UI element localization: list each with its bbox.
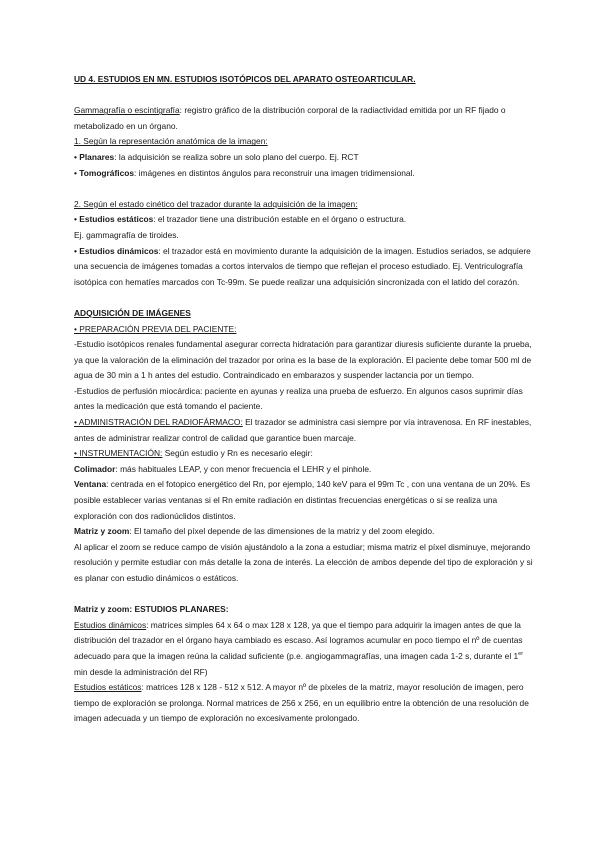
colimador-text: : más habituales LEAP, y con menor frecuencia el LEHR y el pinhole. xyxy=(115,463,372,474)
ventana-text: : centrada en el fotopico energético del Rn, por ejemplo, 140 keV para el 99m Tc , con una ventana de un 20%. Es posible establecer varias ventanas si el Rn emite radiación en distintas frecuencias energéticas o si se realiza una exploración con dos radionúclidos distintos. xyxy=(74,479,531,521)
estaticos-text: : el trazador tiene una distribución estable en el órgano o estructura. xyxy=(153,214,407,225)
document-page xyxy=(74,72,534,727)
administracion-heading: • ADMINISTRACIÓN DEL RADIOFÁRMACO: xyxy=(74,417,243,428)
bullet-icon: • xyxy=(74,214,77,225)
tomograficos-item xyxy=(74,166,534,182)
planares-estaticos-label: Estudios estáticos xyxy=(74,682,142,693)
planares-label: Planares xyxy=(79,151,115,162)
dinamicos-text: : el trazador está en movimiento durante la adquisición de la imagen. Estudios seriados, se adquiere una secuencia de imágenes tomadas a cortos intervalos de tiempo que reflejan el proceso estudiado. Ej. Ventriculografía isotópica con hematíes marcados con Tc-99m. Se puede realizar una adquisición sincronizada con el latido del corazón. xyxy=(74,245,531,287)
adquisicion-heading: ADQUISICIÓN DE IMÁGENES xyxy=(74,307,191,318)
planares-dinamicos-paragraph xyxy=(74,618,534,680)
bullet-icon: • xyxy=(74,167,77,178)
preparacion-perfusion: -Estudios de perfusión miocárdica: paciente en ayunas y realiza una prueba de esfuerzo. En algunos casos suprimir días antes la medicación que está tomando el paciente. xyxy=(74,385,523,412)
ventana-paragraph xyxy=(74,477,534,524)
intro-term: Gammagrafía o escintigrafía xyxy=(74,105,180,116)
tomograficos-text: : imágenes en distintos ángulos para reconstruir una imagen tridimensional. xyxy=(134,167,415,178)
matriz-label: Matriz y zoom xyxy=(74,526,130,537)
intro-paragraph xyxy=(74,103,534,134)
ventana-label: Ventana xyxy=(74,479,107,490)
matriz-text: : El tamaño del píxel depende de las dimensiones de la matriz y del zoom elegido. xyxy=(129,526,435,537)
section2-heading: 2. Según el estado cinético del trazador durante la adquisición de la imagen: xyxy=(74,198,358,209)
administracion-paragraph xyxy=(74,415,534,446)
planares-item xyxy=(74,150,534,166)
planares-heading: Matriz y zoom: ESTUDIOS PLANARES: xyxy=(74,604,229,615)
section1-heading: 1. Según la representación anatómica de la imagen: xyxy=(74,136,268,147)
planares-estaticos-paragraph xyxy=(74,680,534,727)
planares-text: : la adquisición se realiza sobre un solo plano del cuerpo. Ej. RCT xyxy=(114,151,359,162)
intro-definition: : registro gráfico de la distribución corporal de la radiactividad emitida por un RF fijado o metabolizado en un órgano. xyxy=(74,105,506,131)
planares-dinamicos-text: : matrices simples 64 x 64 o max 128 x 128, ya que el tiempo para adquirir la imagen antes de que la distribución del trazador en el órgano haya cambiado es escaso. Así logramos acumular en poco tiempo el nº de cuentas adecuado para que la imagen reúna la calidad suficiente (p.e. angiogammagrafías, una imagen cada 1-2 s, durante el 1 xyxy=(74,619,523,661)
preparacion-heading: • PREPARACIÓN PREVIA DEL PACIENTE: xyxy=(74,323,237,334)
planares-dinamicos-text-end: min desde la administración del RF) xyxy=(74,666,208,677)
preparacion-renal: -Estudio isotópicos renales fundamental asegurar correcta hidratación para garantizar diuresis suficiente durante la prueba, ya que la valoración de la eliminación del trazador por orina es la base de la exploración. El paciente debe tomar 500 ml de agua de 30 min a 1 h antes del estudio. Contraindicado en embarazos y suspender lactancia por un tiempo. xyxy=(74,339,532,381)
dinamicos-item xyxy=(74,244,534,291)
administracion-text: El trazador se administra casi siempre por vía intravenosa. En RF inestables, antes de administrar realizar control de calidad que garantice buen marcaje. xyxy=(74,417,532,443)
dinamicos-label: Estudios dinámicos xyxy=(79,245,159,256)
instrumentacion-text: Según estudio y Rn es necesario elegir: xyxy=(162,448,313,459)
estaticos-example: Ej. gammagrafía de tiroides. xyxy=(74,229,179,240)
estaticos-item xyxy=(74,212,534,228)
superscript-er: er xyxy=(518,651,524,658)
instrumentacion-paragraph xyxy=(74,446,534,462)
planares-estaticos-text: : matrices 128 x 128 - 512 x 512. A mayor nº de píxeles de la matriz, mayor resolución de imagen, pero tiempo de exploración se prolonga. Normal matrices de 256 x 256, en un equilibrio entre la obtención de una resolución de imagen adecuada y un tiempo de exploración no excesivamente prolongado. xyxy=(74,682,529,724)
bullet-icon: • xyxy=(74,151,77,162)
colimador-paragraph xyxy=(74,462,534,478)
bullet-icon: • xyxy=(74,245,77,256)
document-title: UD 4. ESTUDIOS EN MN. ESTUDIOS ISOTÓPICOS DEL APARATO OSTEOARTICULAR. xyxy=(74,74,416,84)
estaticos-label: Estudios estáticos xyxy=(79,214,154,225)
tomograficos-label: Tomográficos xyxy=(79,167,135,178)
matriz-paragraph xyxy=(74,524,534,540)
colimador-label: Colimador xyxy=(74,463,116,474)
instrumentacion-heading: • INSTRUMENTACIÓN: xyxy=(74,448,163,459)
planares-dinamicos-label: Estudios dinámicos xyxy=(74,619,147,630)
zoom-paragraph: Al aplicar el zoom se reduce campo de visión ajustándolo a la zona a estudiar; misma matriz el píxel disminuye, mejorando resolución y permite estudiar con más detalle la zona de interés. La elección de ambos depende del tipo de exploración y si es planar con estudio dinámicos o estáticos. xyxy=(74,541,533,583)
